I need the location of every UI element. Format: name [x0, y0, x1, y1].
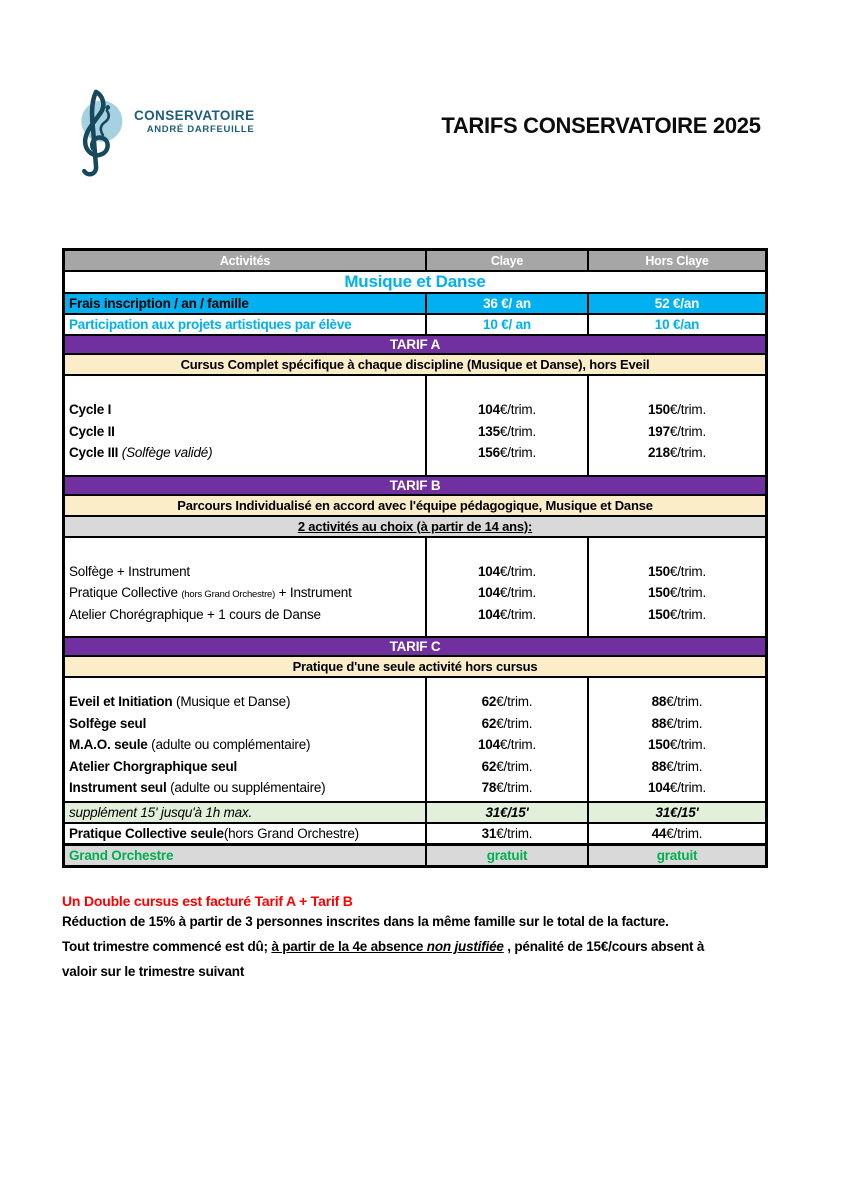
tarif-c-subtitle: Pratique d'une seule activité hors cursus — [65, 655, 765, 676]
price-unit: €/trim. — [669, 606, 707, 622]
price-hors-claye — [589, 442, 765, 464]
price-amount: 44 — [651, 825, 667, 841]
label-text: Atelier Chorgraphique seul — [69, 758, 238, 774]
note-italic-text: non justifiée — [426, 939, 504, 954]
price-unit: €/trim. — [499, 402, 537, 417]
price-amount: 197 — [647, 423, 670, 439]
price-hors-claye — [589, 777, 765, 799]
note-text: valoir sur le trimestre suivant — [62, 964, 245, 979]
label-text: M.A.O. seule — [69, 737, 152, 752]
price-unit: €/trim. — [666, 694, 703, 709]
tarif-b-rows — [65, 536, 765, 637]
row-label — [65, 824, 425, 843]
price-unit: €/trim. — [499, 737, 537, 752]
price-amount: 150 — [647, 606, 670, 622]
label-text: Instrument seul — [69, 780, 171, 795]
price-claye — [427, 442, 587, 464]
price-claye — [427, 691, 587, 713]
label-text: Cycle III — [69, 445, 122, 460]
price-hors-claye — [589, 582, 765, 604]
price-unit: €/trim. — [669, 402, 707, 417]
price-hors-claye — [589, 561, 765, 583]
price-amount: 88 — [651, 694, 667, 709]
label-text: Solfège seul — [69, 715, 147, 731]
section-band-musique-et-danse: Musique et Danse — [65, 270, 765, 292]
table-row-participation-projets — [65, 313, 765, 334]
price-hors-claye — [589, 713, 765, 735]
price-claye — [427, 734, 587, 756]
price-unit: €/trim. — [496, 715, 533, 731]
price-amount: 88 — [651, 758, 667, 774]
price-unit: €/trim. — [496, 694, 533, 709]
price-claye — [427, 421, 587, 443]
note-text: /cours absent à — [608, 939, 705, 954]
price-unit: €/trim. — [499, 563, 537, 579]
tarif-b-subtitle: Parcours Individualisé en accord avec l'équipe pédagogique, Musique et Danse — [65, 494, 765, 515]
price-amount: 62 — [481, 715, 497, 731]
table-row-grand-orchestre — [65, 843, 765, 865]
logo-name: CONSERVATOIRE — [134, 108, 255, 123]
price-claye — [427, 713, 587, 735]
price-claye: 36 €/ an — [425, 294, 587, 313]
price-unit: €/trim. — [666, 758, 703, 774]
price-amount: 88 — [651, 715, 667, 731]
price-amount: 150 — [647, 563, 670, 579]
label-note: (Solfège validé) — [121, 445, 213, 460]
row-label-solfege-seul — [69, 713, 425, 735]
row-label: Grand Orchestre — [69, 847, 174, 863]
price-unit: €/trim. — [666, 825, 703, 841]
price-hors-claye — [589, 734, 765, 756]
price-amount: 104 — [477, 402, 500, 417]
logo-subname: ANDRÉ DARFEUILLE — [146, 124, 255, 135]
section-header-tarif-a: TARIF A — [65, 334, 765, 353]
row-label-mao-seule — [69, 734, 425, 756]
tarif-c-labels — [65, 678, 425, 801]
price-claye: 10 €/ an — [425, 315, 587, 334]
logo-text — [134, 108, 254, 135]
note-text: Tout trimestre commencé est dû; — [62, 939, 272, 954]
note-double-cursus: Un Double cursus est facturé Tarif A + Tarif B — [62, 893, 353, 909]
row-label-solfege-instrument — [69, 561, 425, 583]
price-amount: 62 — [481, 694, 497, 709]
price-unit: €/trim. — [669, 780, 707, 795]
price-unit: €/trim. — [669, 737, 707, 752]
price-hors-claye — [589, 421, 765, 443]
price-unit: €/trim. — [669, 585, 707, 600]
price-amount: 104 — [477, 563, 500, 579]
label-text: Cycle II — [69, 423, 115, 439]
price-unit: €/trim. — [496, 825, 533, 841]
label-text: Eveil et Initiation — [69, 694, 177, 709]
tarif-b-prices-claye — [425, 538, 587, 637]
table-header-row — [65, 251, 765, 270]
row-label-cycle-2 — [69, 421, 425, 443]
price-amount: 135 — [477, 423, 500, 439]
footnotes — [62, 893, 776, 984]
price-unit: €/trim. — [499, 585, 537, 600]
price-hors-claye: 10 €/an — [587, 315, 765, 334]
price-unit: €/trim. — [666, 715, 703, 731]
price-claye: 31€/15' — [425, 803, 587, 822]
price-claye: gratuit — [425, 846, 587, 865]
tarif-c-prices-claye — [425, 678, 587, 801]
header-claye: Claye — [425, 251, 587, 270]
price-claye — [427, 777, 587, 799]
label-note: (adulte ou supplémentaire) — [170, 780, 326, 795]
price-amount: 62 — [481, 758, 497, 774]
price-amount: 78 — [481, 780, 497, 795]
label-text: Solfège + Instrument — [69, 563, 190, 579]
note-trimestre — [62, 934, 776, 984]
table-row-pratique-collective-seule — [65, 822, 765, 843]
label-note: (Musique et Danse) — [176, 694, 291, 709]
row-label-pratique-collective-instrument — [69, 582, 425, 604]
conservatoire-logo — [64, 84, 254, 178]
row-label: supplément 15' jusqu'à 1h max. — [69, 804, 253, 820]
row-label-instrument-seul — [69, 777, 425, 799]
label-text: Pratique Collective seule — [69, 825, 224, 841]
note-reduction: Réduction de 15% à partir de 3 personnes inscrites dans la même famille sur le total de la facture. — [62, 914, 669, 929]
label-note: (adulte ou complémentaire) — [151, 737, 311, 752]
price-hors-claye: 31€/15' — [587, 803, 765, 822]
price-hors-claye — [589, 399, 765, 421]
price-amount: 104 — [477, 585, 500, 600]
note-underlined-segment — [271, 939, 503, 954]
price-amount: 156 — [477, 445, 500, 460]
price-unit: €/trim. — [669, 563, 707, 579]
price-amount: 150 — [647, 585, 670, 600]
price-claye — [427, 561, 587, 583]
label-text: Cycle I — [69, 402, 112, 417]
price-hors-claye — [589, 756, 765, 778]
note-bold-amount: 15€ — [586, 939, 609, 954]
tarif-b-labels — [65, 538, 425, 637]
price-claye — [425, 824, 587, 843]
price-claye — [427, 582, 587, 604]
price-claye — [427, 399, 587, 421]
price-claye — [427, 604, 587, 626]
page-title: TARIFS CONSERVATOIRE 2025 — [441, 113, 761, 138]
price-amount: 104 — [477, 737, 500, 752]
price-unit: €/trim. — [669, 423, 707, 439]
price-amount: 31 — [481, 825, 497, 841]
treble-clef-icon — [64, 84, 128, 178]
price-hors-claye: 52 €/an — [587, 294, 765, 313]
price-hors-claye — [587, 824, 765, 843]
tarif-a-prices-hors-claye — [587, 376, 765, 475]
note-text: à partir de la 4e absence — [271, 939, 427, 954]
price-amount: 104 — [477, 606, 500, 622]
price-amount: 218 — [647, 445, 670, 460]
row-label-atelier-chorgraphique-seul — [69, 756, 425, 778]
price-unit: €/trim. — [499, 445, 537, 460]
price-unit: €/trim. — [499, 606, 537, 622]
tarif-c-prices-hors-claye — [587, 678, 765, 801]
row-label-cycle-3 — [69, 442, 425, 464]
header-activites: Activités — [219, 253, 271, 268]
tarif-c-rows — [65, 676, 765, 801]
price-hors-claye: gratuit — [587, 846, 765, 865]
label-text: + Instrument — [275, 585, 352, 600]
price-unit: €/trim. — [499, 423, 537, 439]
price-hors-claye — [589, 604, 765, 626]
label-small-note: (hors Grand Orchestre) — [181, 589, 276, 600]
price-amount: 150 — [647, 737, 670, 752]
price-amount: 104 — [647, 780, 670, 795]
tarif-a-rows — [65, 374, 765, 475]
tarif-a-labels — [65, 376, 425, 475]
price-amount: 150 — [647, 402, 670, 417]
label-text: Pratique Collective — [69, 585, 182, 600]
tarif-a-subtitle: Cursus Complet spécifique à chaque discipline (Musique et Danse), hors Eveil — [65, 353, 765, 374]
tariff-table — [62, 248, 768, 868]
price-unit: €/trim. — [496, 780, 533, 795]
table-row-supplement — [65, 801, 765, 822]
price-unit: €/trim. — [669, 445, 707, 460]
label-note: (hors Grand Orchestre) — [223, 825, 359, 841]
row-label: Participation aux projets artistiques par élève — [69, 317, 352, 332]
section-header-tarif-b: TARIF B — [65, 475, 765, 494]
tarif-b-prices-hors-claye — [587, 538, 765, 637]
table-row-frais-inscription — [65, 292, 765, 313]
label-text: Atelier Chorégraphique + 1 cours de Danse — [69, 606, 321, 622]
price-hors-claye — [589, 691, 765, 713]
note-text: , pénalité de — [503, 939, 587, 954]
row-label-cycle-1 — [69, 399, 425, 421]
row-label: Frais inscription / an / famille — [69, 296, 249, 311]
header-hors-claye: Hors Claye — [587, 251, 765, 270]
tarif-a-prices-claye — [425, 376, 587, 475]
price-claye — [427, 756, 587, 778]
row-label-atelier-choregraphique — [69, 604, 425, 626]
row-label-eveil-initiation — [69, 691, 425, 713]
section-header-tarif-c: TARIF C — [65, 636, 765, 655]
tarif-b-subtitle2: 2 activités au choix (à partir de 14 ans): — [65, 515, 765, 536]
price-unit: €/trim. — [496, 758, 533, 774]
